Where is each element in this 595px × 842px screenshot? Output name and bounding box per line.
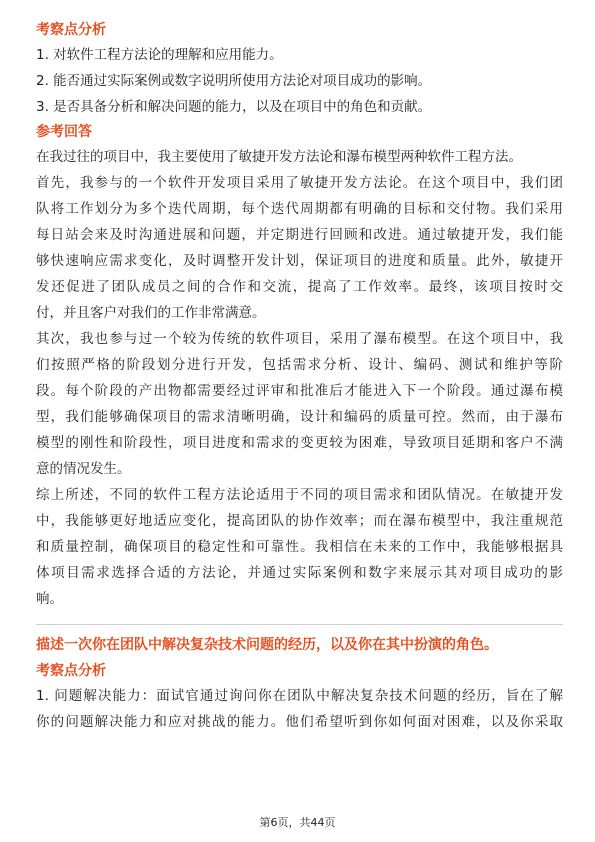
- question-analysis-heading: 考察点分析: [36, 663, 106, 679]
- answer-heading: 参考回答: [36, 124, 92, 140]
- text-line: 模型的刚性和阶段性，项目进度和需求的变更较为困难，导致项目延期和客户不满: [36, 435, 563, 451]
- page-number: 第6页，共44页: [259, 816, 336, 829]
- analysis-heading: 考察点分析: [36, 22, 106, 38]
- answer-paragraph-intro: [36, 144, 563, 170]
- text-line: 1. 问题解决能力：面试官通过询问你在团队中解决复杂技术问题的经历，旨在了解: [36, 688, 563, 704]
- text-line: 你的问题解决能力和应对挑战的能力。他们希望听到你如何面对困难，以及你采取: [36, 714, 563, 730]
- text-line: 综上所述，不同的软件工程方法论适用于不同的项目需求和团队情况。在敏捷开发: [36, 487, 563, 503]
- text-line: 够快速响应需求变化，及时调整开发计划，保证项目的进度和质量。此外，敏捷开: [36, 253, 563, 269]
- analysis-item: 2. 能否通过实际案例或数字说明所使用方法论对项目成功的影响。: [36, 73, 432, 89]
- analysis-item: 3. 是否具备分析和解决问题的能力，以及在项目中的角色和贡献。: [36, 99, 432, 115]
- text-line: 发还促进了团队成员之间的合作和交流，提高了工作效率。最终，该项目按时交: [36, 279, 563, 295]
- text-line: 段。每个阶段的产出物都需要经过评审和批准后才能进入下一个阶段。通过瀑布模: [36, 383, 563, 399]
- text-line: 付，并且客户对我们的工作非常满意。: [36, 305, 266, 321]
- answer-paragraph-waterfall: [36, 326, 563, 482]
- question-title: 描述一次你在团队中解决复杂技术问题的经历，以及你在其中扮演的角色。: [36, 637, 498, 653]
- text-line: 队将工作划分为多个迭代周期，每个迭代周期都有明确的目标和交付物。我们采用: [36, 201, 563, 217]
- answer-section: [36, 120, 563, 612]
- text-line: 其次，我也参与过一个较为传统的软件项目，采用了瀑布模型。在这个项目中，我: [36, 331, 563, 347]
- question-analysis-paragraph: [36, 683, 563, 735]
- text-line: 们按照严格的阶段划分进行开发，包括需求分析、设计、编码、测试和维护等阶: [36, 357, 563, 373]
- analysis-section: [36, 18, 563, 120]
- text-line: 中，我能够更好地适应变化，提高团队的协作效率；而在瀑布模型中，我注重规范: [36, 513, 563, 529]
- text-line: 和质量控制，确保项目的稳定性和可靠性。我相信在未来的工作中，我能够根据具: [36, 539, 563, 555]
- analysis-item: 1. 对软件工程方法论的理解和应用能力。: [36, 47, 283, 63]
- text-line: 意的情况发生。: [36, 461, 131, 477]
- text-line: 首先，我参与的一个软件开发项目采用了敏捷开发方法论。在这个项目中，我们团: [36, 175, 563, 191]
- answer-paragraph-summary: [36, 482, 563, 612]
- answer-paragraph-agile: [36, 170, 563, 326]
- question-section: [36, 631, 563, 735]
- section-divider: [36, 624, 563, 625]
- text-line: 型，我们能够确保项目的需求清晰明确，设计和编码的质量可控。然而，由于瀑布: [36, 409, 563, 425]
- page-content: [36, 18, 563, 735]
- text-line: 在我过往的项目中，我主要使用了敏捷开发方法论和瀑布模型两种软件工程方法。: [36, 149, 522, 165]
- text-line: 每日站会来及时沟通进展和问题，并定期进行回顾和改进。通过敏捷开发，我们能: [36, 227, 563, 243]
- text-line: 响。: [36, 591, 63, 607]
- text-line: 体项目需求选择合适的方法论，并通过实际案例和数字来展示其对项目成功的影: [36, 565, 563, 581]
